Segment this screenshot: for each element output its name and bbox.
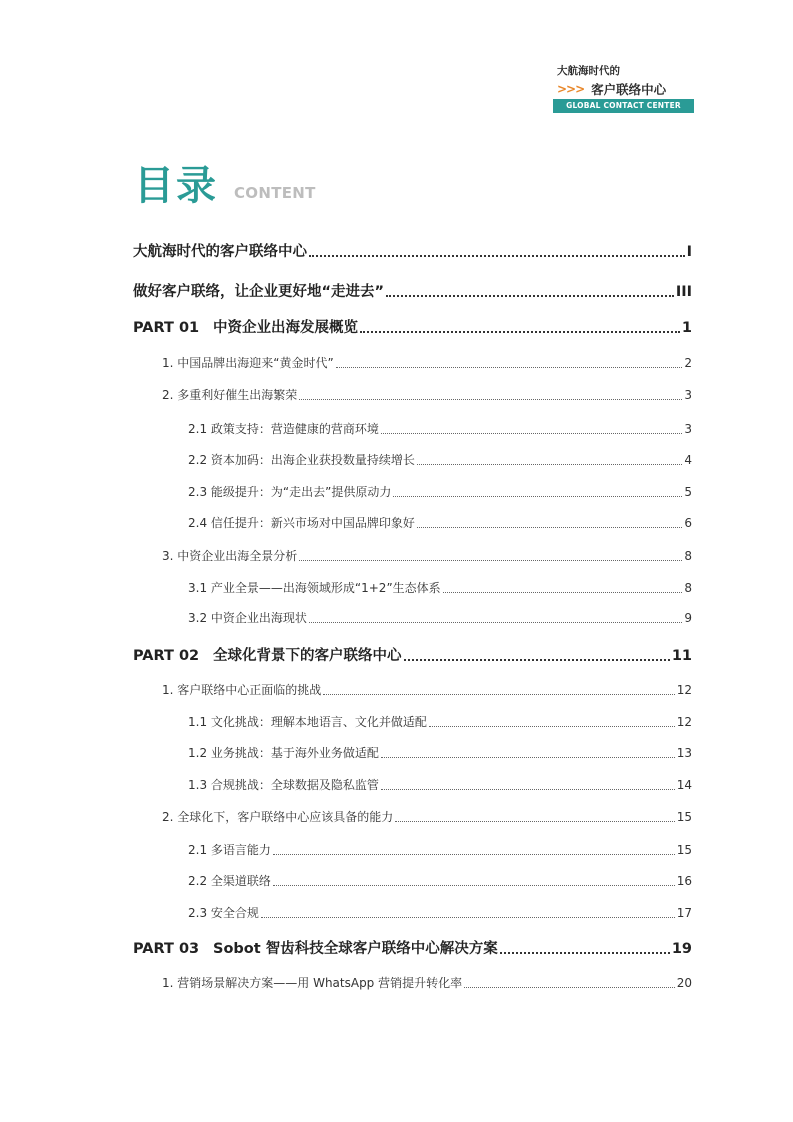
toc-leader — [309, 255, 685, 257]
part-title: Sobot 智齿科技全球客户联络中心解决方案 — [213, 941, 498, 957]
toc-leader — [404, 659, 670, 661]
toc-entry-p2s2-2[interactable] — [188, 872, 692, 889]
toc-label: 1.1 文化挑战：理解本地语言、文化并做适配 — [188, 715, 427, 729]
toc-entry-p2s2-3[interactable] — [188, 904, 692, 921]
page-title — [134, 160, 316, 210]
toc-entry-p1s3-1[interactable] — [188, 579, 692, 596]
toc-leader — [443, 592, 683, 593]
toc-label: 2.3 能级提升：为“走出去”提供原动力 — [188, 485, 392, 499]
toc-label: 2.3 安全合规 — [188, 906, 259, 920]
toc-page: I — [686, 244, 692, 260]
toc-entry-p1s3[interactable] — [162, 547, 692, 564]
part-number: PART 01 — [133, 320, 200, 336]
part-title: 中资企业出海发展概览 — [213, 320, 358, 336]
toc-leader — [395, 821, 674, 822]
toc-leader — [360, 331, 680, 333]
toc-page: 19 — [671, 941, 692, 957]
toc-page: 12 — [676, 715, 692, 729]
toc-page: 2 — [684, 356, 692, 370]
toc-entry-p1s1[interactable] — [162, 354, 692, 371]
toc-page: 15 — [676, 810, 692, 824]
toc-page: 20 — [676, 976, 692, 990]
toc-label: 1. 中国品牌出海迎来“黄金时代” — [162, 356, 334, 370]
toc-label: 2.1 多语言能力 — [188, 843, 271, 857]
toc-page: III — [675, 284, 692, 300]
toc-leader — [417, 527, 682, 528]
toc-label: 1. 客户联络中心正面临的挑战 — [162, 683, 322, 697]
toc-label: 2.4 信任提升：新兴市场对中国品牌印象好 — [188, 516, 415, 530]
toc-page: 3 — [684, 422, 692, 436]
toc-page: 8 — [684, 581, 692, 595]
brand-tagline: 大航海时代的 — [557, 65, 620, 77]
toc-entry-p1s3-2[interactable] — [188, 609, 692, 626]
toc-page: 15 — [676, 843, 692, 857]
toc-entry-p1s2-2[interactable] — [188, 451, 692, 468]
toc-leader — [464, 987, 675, 988]
toc-leader — [273, 885, 675, 886]
toc-page: 11 — [671, 648, 692, 664]
toc-entry-p1s2-1[interactable] — [188, 420, 692, 437]
toc-label: 大航海时代的客户联络中心 — [133, 244, 307, 260]
toc-leader — [381, 757, 675, 758]
toc-leader — [386, 295, 674, 297]
toc-label: 3. 中资企业出海全景分析 — [162, 549, 298, 563]
toc-label: 2. 全球化下，客户联络中心应该具备的能力 — [162, 810, 394, 824]
toc-page: 17 — [676, 906, 692, 920]
toc-page: 5 — [684, 485, 692, 499]
toc-label — [133, 316, 358, 337]
arrows-icon: >>> — [557, 82, 585, 96]
toc-label: 1. 营销场景解决方案——用 WhatsApp 营销提升转化率 — [162, 976, 463, 990]
toc-page: 12 — [676, 683, 692, 697]
toc-leader — [381, 433, 682, 434]
toc-page: 3 — [684, 388, 692, 402]
toc-label: 2.1 政策支持：营造健康的营商环境 — [188, 422, 379, 436]
toc-label: 2.2 资本加码：出海企业获投数量持续增长 — [188, 453, 415, 467]
toc-page: 8 — [684, 549, 692, 563]
toc-label: 3.2 中资企业出海现状 — [188, 611, 307, 625]
toc-entry-p2s1-3[interactable] — [188, 776, 692, 793]
part-number: PART 03 — [133, 941, 200, 957]
toc-entry-p2s2-1[interactable] — [188, 841, 692, 858]
toc-entry-part3[interactable] — [133, 937, 692, 958]
toc-entry-p2s1-2[interactable] — [188, 744, 692, 761]
toc-leader — [500, 952, 670, 954]
page-subtitle: CONTENT — [234, 184, 316, 202]
toc-entry-part2[interactable] — [133, 644, 692, 665]
toc-label: 1.2 业务挑战：基于海外业务做适配 — [188, 746, 379, 760]
toc-leader — [309, 622, 682, 623]
toc-label — [133, 644, 402, 665]
toc-label — [133, 937, 498, 958]
toc-leader — [299, 560, 682, 561]
toc-label: 2.2 全渠道联络 — [188, 874, 271, 888]
toc-label: 1.3 合规挑战：全球数据及隐私监管 — [188, 778, 379, 792]
toc-label: 3.1 产业全景——出海领域形成“1+2”生态体系 — [188, 581, 441, 595]
toc-leader — [299, 399, 682, 400]
toc-leader — [429, 726, 675, 727]
toc-entry-p1s2-4[interactable] — [188, 514, 692, 531]
toc-page: 1 — [681, 320, 692, 336]
toc-page: 6 — [684, 516, 692, 530]
toc-leader — [261, 917, 675, 918]
toc-leader — [323, 694, 674, 695]
toc-leader — [381, 789, 675, 790]
toc-entry-p2s2[interactable] — [162, 808, 692, 825]
page-title-text: 目录 — [134, 163, 218, 209]
toc-entry-intro2[interactable] — [133, 280, 692, 301]
toc-leader — [417, 464, 682, 465]
toc-entry-intro1[interactable] — [133, 240, 692, 261]
toc-entry-p2s1[interactable] — [162, 681, 692, 698]
toc-entry-p1s2-3[interactable] — [188, 483, 692, 500]
toc-leader — [273, 854, 675, 855]
toc-leader — [336, 367, 683, 368]
part-title: 全球化背景下的客户联络中心 — [213, 648, 402, 664]
toc-label: 做好客户联络，让企业更好地“走进去” — [133, 284, 385, 300]
toc-entry-p2s1-1[interactable] — [188, 713, 692, 730]
toc-page: 4 — [684, 453, 692, 467]
brand-bar: GLOBAL CONTACT CENTER — [553, 99, 694, 113]
toc-page: 14 — [676, 778, 692, 792]
toc-leader — [393, 496, 682, 497]
brand-title-text: 客户联络中心 — [591, 82, 667, 97]
brand-logo — [551, 60, 694, 116]
brand-title — [557, 80, 666, 98]
toc-entry-part1[interactable] — [133, 316, 692, 337]
part-number: PART 02 — [133, 648, 200, 664]
toc-page: 16 — [676, 874, 692, 888]
toc-page: 13 — [676, 746, 692, 760]
toc-entry-p1s2[interactable] — [162, 386, 692, 403]
toc-page: 9 — [684, 611, 692, 625]
toc-label: 2. 多重利好催生出海繁荣 — [162, 388, 298, 402]
toc-entry-p3s1[interactable] — [162, 974, 692, 991]
